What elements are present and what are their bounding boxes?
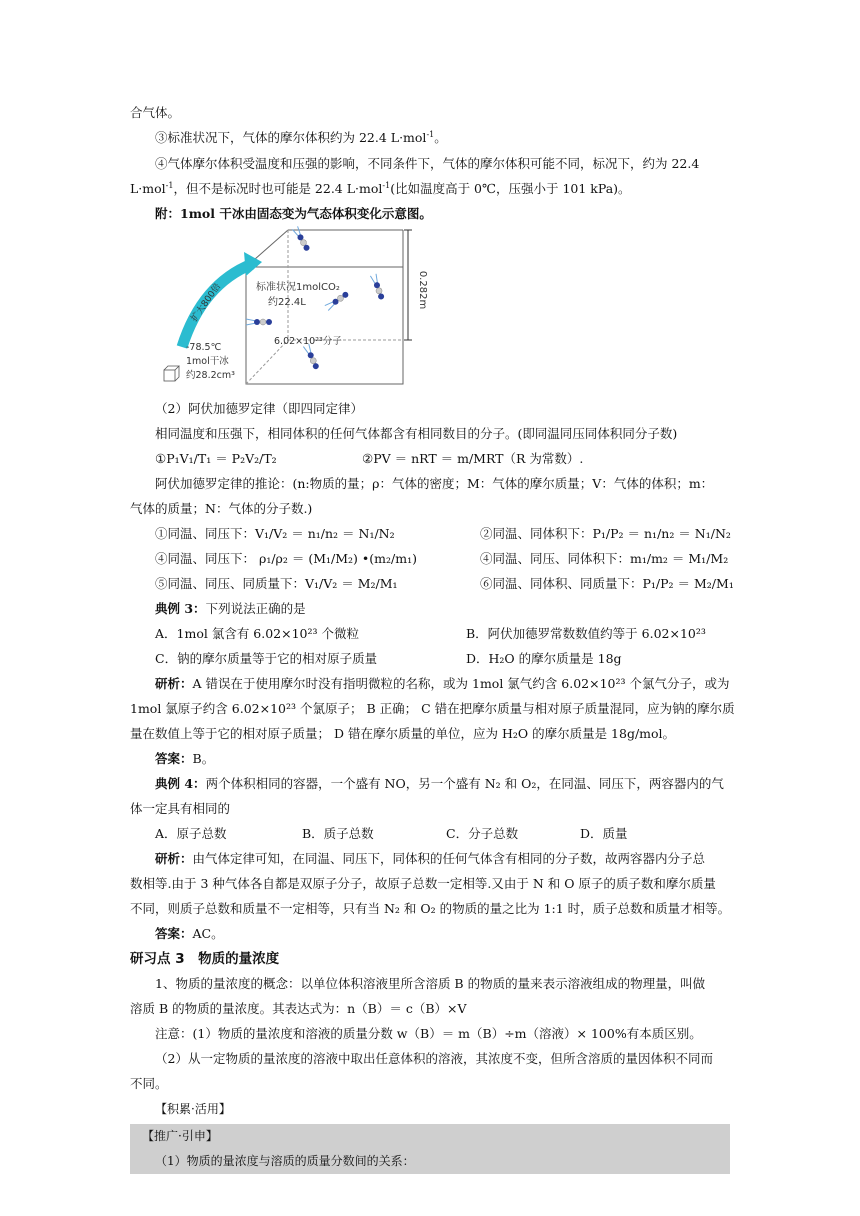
- ice-amount-label: 1mol干冰: [186, 356, 229, 367]
- text-line: 体一定具有相同的: [130, 801, 231, 816]
- answer-line: 答案：AC。: [155, 926, 224, 941]
- option-b: B．质子总数: [302, 826, 374, 841]
- edge-length-label: 0.282m: [417, 270, 428, 310]
- text-line: 合气体。: [130, 105, 181, 120]
- text-line: 注意：(1）物质的量浓度和溶液的质量分数 w（B）＝ m（B）÷m（溶液）× 100%有本质区别。: [155, 1026, 702, 1041]
- ice-temperature-label: -78.5℃: [186, 342, 222, 353]
- inference-4: ④同温、同压、同体积下：m₁/m₂ ＝ M₁/M₂: [480, 551, 729, 566]
- ice-volume-label: 约28.2cm³: [186, 370, 235, 381]
- volume-label: 约22.4L: [268, 297, 306, 308]
- formula-1: ①P₁V₁/T₁ ＝ P₂V₂/T₂: [155, 451, 277, 466]
- inference-3: ④同温、同压下： ρ₁/ρ₂ ＝ (M₁/M₂) •(m₂/m₁): [155, 551, 417, 566]
- inference-6: ⑥同温、同体积、同质量下：P₁/P₂ ＝ M₂/M₁: [480, 576, 734, 591]
- co2-molecules: [246, 226, 385, 370]
- text-line: 不同。: [130, 1076, 168, 1091]
- text-line: ④气体摩尔体积受温度和压强的影响，不同条件下，气体的摩尔体积可能不同，标况下，约为 22.4: [155, 156, 700, 171]
- magnify-label: 扩大800倍: [189, 281, 224, 324]
- text-line: 气体的质量；N：气体的分子数.): [130, 501, 313, 516]
- analysis-line: 数相等.由于 3 种气体各自都是双原子分子，故原子总数一定相等.又由于 N 和 O 原子的质子数和摩尔质量: [130, 876, 716, 891]
- inference-5: ⑤同温、同压、同质量下：V₁/V₂ ＝ M₂/M₁: [155, 576, 398, 591]
- option-d: D．质量: [580, 826, 628, 841]
- text-line: （2）从一定物质的量浓度的溶液中取出任意体积的溶液，其浓度不变，但所含溶质的量因体积不同而: [155, 1051, 713, 1066]
- box-label: 【积累·活用】: [155, 1102, 231, 1116]
- option-c: C．分子总数: [446, 826, 519, 841]
- dry-ice-diagram: [150, 222, 430, 390]
- inference-1: ①同温、同压下：V₁/V₂ ＝ n₁/n₂ ＝ N₁/N₂: [155, 526, 395, 541]
- analysis-line: 研析：由气体定律可知，在同温、同压下，同体积的任何气体含有相同的分子数，故两容器内分子总: [155, 851, 706, 866]
- ice-cube-icon: [164, 366, 179, 381]
- section-heading: 研习点 3 物质的量浓度: [130, 951, 280, 967]
- text-line: 溶质 B 的物质的量浓度。其表达式为：n（B）＝ c（B）×V: [130, 1001, 467, 1016]
- analysis-line: 量在数值上等于它的相对原子质量； D 错在摩尔质量的单位，应为 H₂O 的摩尔质量是 18g/mol。: [130, 726, 676, 741]
- option-b: B．阿伏加德罗常数数值约等于 6.02×10²³: [466, 626, 706, 641]
- inference-2: ②同温、同体积下：P₁/P₂ ＝ n₁/n₂ ＝ N₁/N₂: [480, 526, 731, 541]
- subsection-title: （2）阿伏加德罗定律（即四同定律）: [155, 401, 363, 416]
- text-line: ③标准状况下，气体的摩尔体积约为 22.4 L·mol$^{-1}$。: [155, 129, 447, 145]
- text-line: 阿伏加德罗定律的推论：(n:物质的量；ρ：气体的密度；M：气体的摩尔质量；V：气体的体积；m：: [155, 476, 714, 491]
- analysis-line: 研析：A 错误在于使用摩尔时没有指明微粒的名称，或为 1mol 氯气约含 6.02×10²³ 个氯气分子，或为: [155, 676, 730, 691]
- option-d: D．H₂O 的摩尔质量是 18g: [466, 651, 622, 666]
- example-3-question: 典例 3：下列说法正确的是: [155, 601, 306, 616]
- text-line: L·mol$^{-1}$，但不是标况时也可能是 22.4 L·mol$^{-1}$(比如温度高于 0℃，压强小于 101 kPa)。: [130, 180, 631, 196]
- option-c: C．钠的摩尔质量等于它的相对原子质量: [155, 651, 378, 666]
- example-4-question: 典例 4：两个体积相同的容器，一个盛有 NO，另一个盛有 N₂ 和 O₂，在同温、同压下，两容器内的气: [155, 776, 724, 791]
- text-line: 相同温度和压强下，相同体积的任何气体都含有相同数目的分子。(即同温同压同体积同分子数): [155, 426, 678, 441]
- box-text: （1）物质的量浓度与溶质的质量分数间的关系：: [155, 1154, 415, 1168]
- box-label: 【推广·引申】: [142, 1129, 218, 1143]
- molecule-count-label: 6.02×10²³分子: [274, 336, 342, 347]
- analysis-line: 不同，则质子总数和质量不一定相等，只有当 N₂ 和 O₂ 的物质的量之比为 1:1 时，质子总数和质量才相等。: [130, 901, 731, 916]
- figure-caption: 附：1mol 干冰由固态变为气态体积变化示意图。: [155, 206, 432, 221]
- option-a: A．原子总数: [155, 826, 227, 841]
- standard-condition-label: 标准状况1molCO₂: [256, 282, 340, 293]
- analysis-line: 1mol 氯原子约含 6.02×10²³ 个氯原子； B 正确； C 错在把摩尔质量与相对原子质量混同，应为钠的摩尔质: [130, 701, 735, 716]
- formula-2: ②PV ＝ nRT ＝ m/MRT（R 为常数）.: [362, 451, 584, 466]
- text-line: 1、物质的量浓度的概念：以单位体积溶液里所含溶质 B 的物质的量来表示溶液组成的物理量，叫做: [155, 976, 706, 991]
- option-a: A．1mol 氯含有 6.02×10²³ 个微粒: [155, 626, 360, 641]
- answer-line: 答案：B。: [155, 751, 215, 766]
